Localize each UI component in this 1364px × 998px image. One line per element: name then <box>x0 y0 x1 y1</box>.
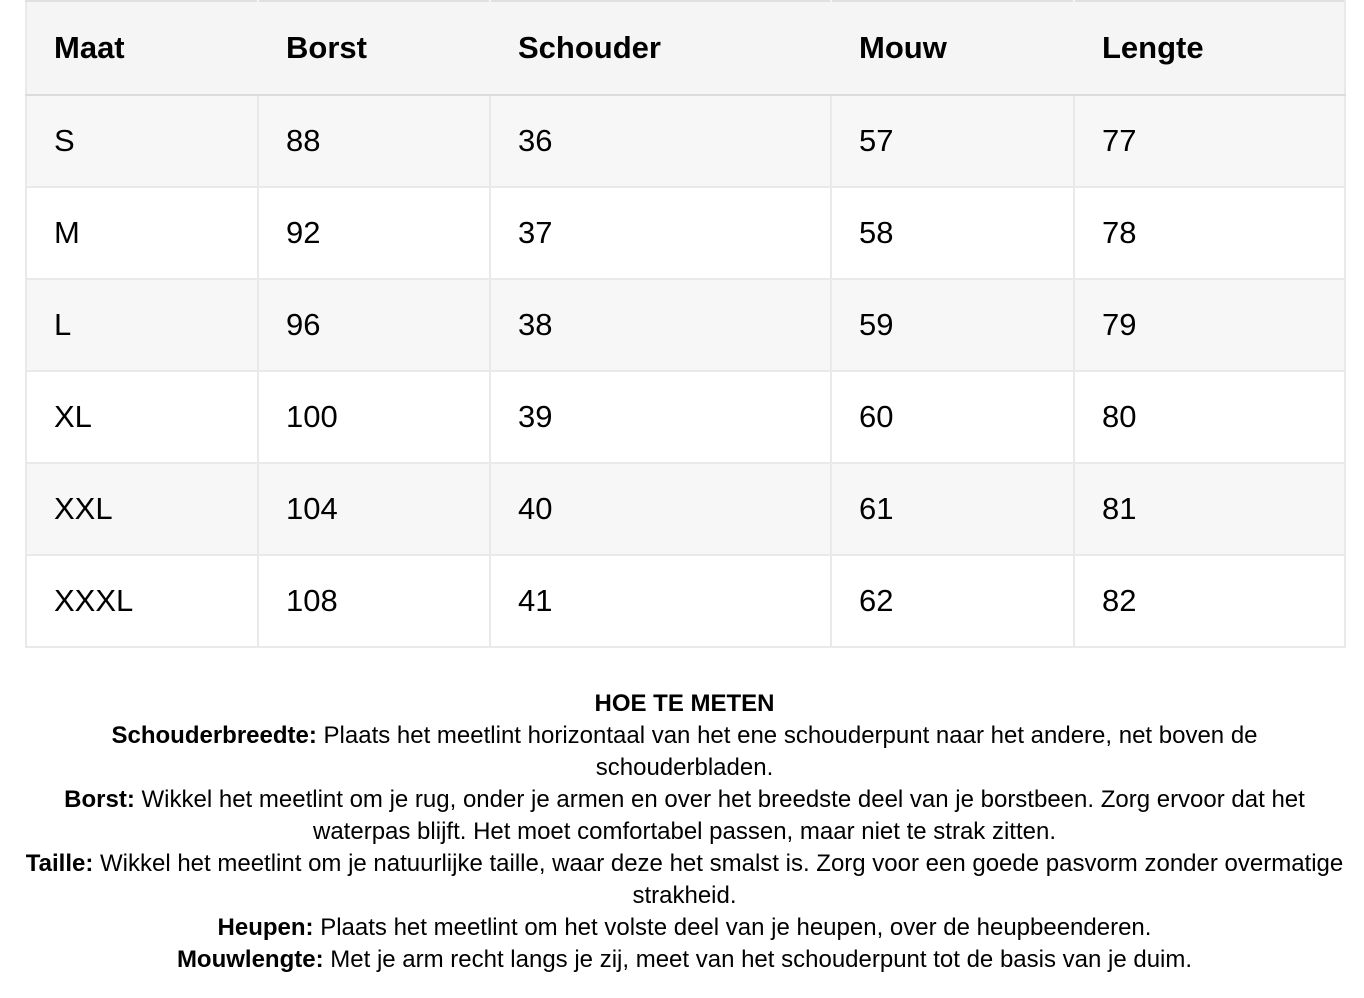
size-chart-table <box>25 0 1346 648</box>
table-row <box>26 187 1345 279</box>
cell-maat: XL <box>26 371 258 463</box>
header-lengte: Lengte <box>1074 1 1345 95</box>
guide-item-hips <box>25 912 1344 944</box>
cell-schouder: 37 <box>490 187 831 279</box>
guide-text: Wikkel het meetlint om je rug, onder je armen en over het breedste deel van je borstbeen. Zorg ervoor dat het waterpas blijft. Het moet comfortabel passen, maar niet te strak zitten. <box>134 786 1305 845</box>
measuring-guide-title: HOE TE METEN <box>594 690 775 717</box>
cell-maat: XXL <box>26 463 258 555</box>
header-maat: Maat <box>26 1 258 95</box>
cell-maat: L <box>26 279 258 371</box>
guide-item-chest <box>25 784 1344 848</box>
cell-maat: M <box>26 187 258 279</box>
guide-text: Met je arm recht langs je zij, meet van het schouderpunt tot de basis van je duim. <box>323 946 1193 973</box>
header-borst: Borst <box>258 1 490 95</box>
guide-term: Mouwlengte: <box>176 946 324 973</box>
cell-borst: 100 <box>258 371 490 463</box>
cell-mouw: 60 <box>831 371 1074 463</box>
guide-text: Plaats het meetlint om het volste deel van je heupen, over de heupbeenderen. <box>313 914 1152 941</box>
cell-borst: 108 <box>258 555 490 647</box>
cell-lengte: 80 <box>1074 371 1345 463</box>
header-mouw: Mouw <box>831 1 1074 95</box>
cell-lengte: 81 <box>1074 463 1345 555</box>
guide-item-shoulder-width <box>25 720 1344 784</box>
guide-item-waist <box>25 848 1344 912</box>
measuring-guide <box>25 688 1344 976</box>
cell-schouder: 41 <box>490 555 831 647</box>
guide-text: Wikkel het meetlint om je natuurlijke taille, waar deze het smalst is. Zorg voor een goede pasvorm zonder overmatige strakheid. <box>93 850 1344 909</box>
cell-schouder: 39 <box>490 371 831 463</box>
guide-term: Borst: <box>64 786 135 813</box>
cell-borst: 92 <box>258 187 490 279</box>
cell-maat: S <box>26 95 258 187</box>
cell-lengte: 79 <box>1074 279 1345 371</box>
cell-borst: 104 <box>258 463 490 555</box>
header-row <box>26 1 1345 95</box>
cell-mouw: 61 <box>831 463 1074 555</box>
header-schouder: Schouder <box>490 1 831 95</box>
cell-borst: 88 <box>258 95 490 187</box>
cell-mouw: 57 <box>831 95 1074 187</box>
cell-schouder: 40 <box>490 463 831 555</box>
table-row <box>26 555 1345 647</box>
guide-item-sleeve-length <box>25 944 1344 976</box>
guide-term: Taille: <box>25 850 94 877</box>
guide-text: Plaats het meetlint horizontaal van het ene schouderpunt naar het andere, net boven de schouderbladen. <box>316 722 1258 781</box>
cell-lengte: 82 <box>1074 555 1345 647</box>
table-row <box>26 279 1345 371</box>
cell-mouw: 59 <box>831 279 1074 371</box>
cell-schouder: 36 <box>490 95 831 187</box>
table-row <box>26 95 1345 187</box>
cell-lengte: 78 <box>1074 187 1345 279</box>
cell-borst: 96 <box>258 279 490 371</box>
table-row <box>26 463 1345 555</box>
table-row <box>26 371 1345 463</box>
cell-maat: XXXL <box>26 555 258 647</box>
cell-lengte: 77 <box>1074 95 1345 187</box>
cell-mouw: 58 <box>831 187 1074 279</box>
cell-mouw: 62 <box>831 555 1074 647</box>
table-header <box>26 1 1345 95</box>
guide-term: Heupen: <box>217 914 314 941</box>
table-body <box>26 95 1345 647</box>
cell-schouder: 38 <box>490 279 831 371</box>
guide-term: Schouderbreedte: <box>111 722 317 749</box>
